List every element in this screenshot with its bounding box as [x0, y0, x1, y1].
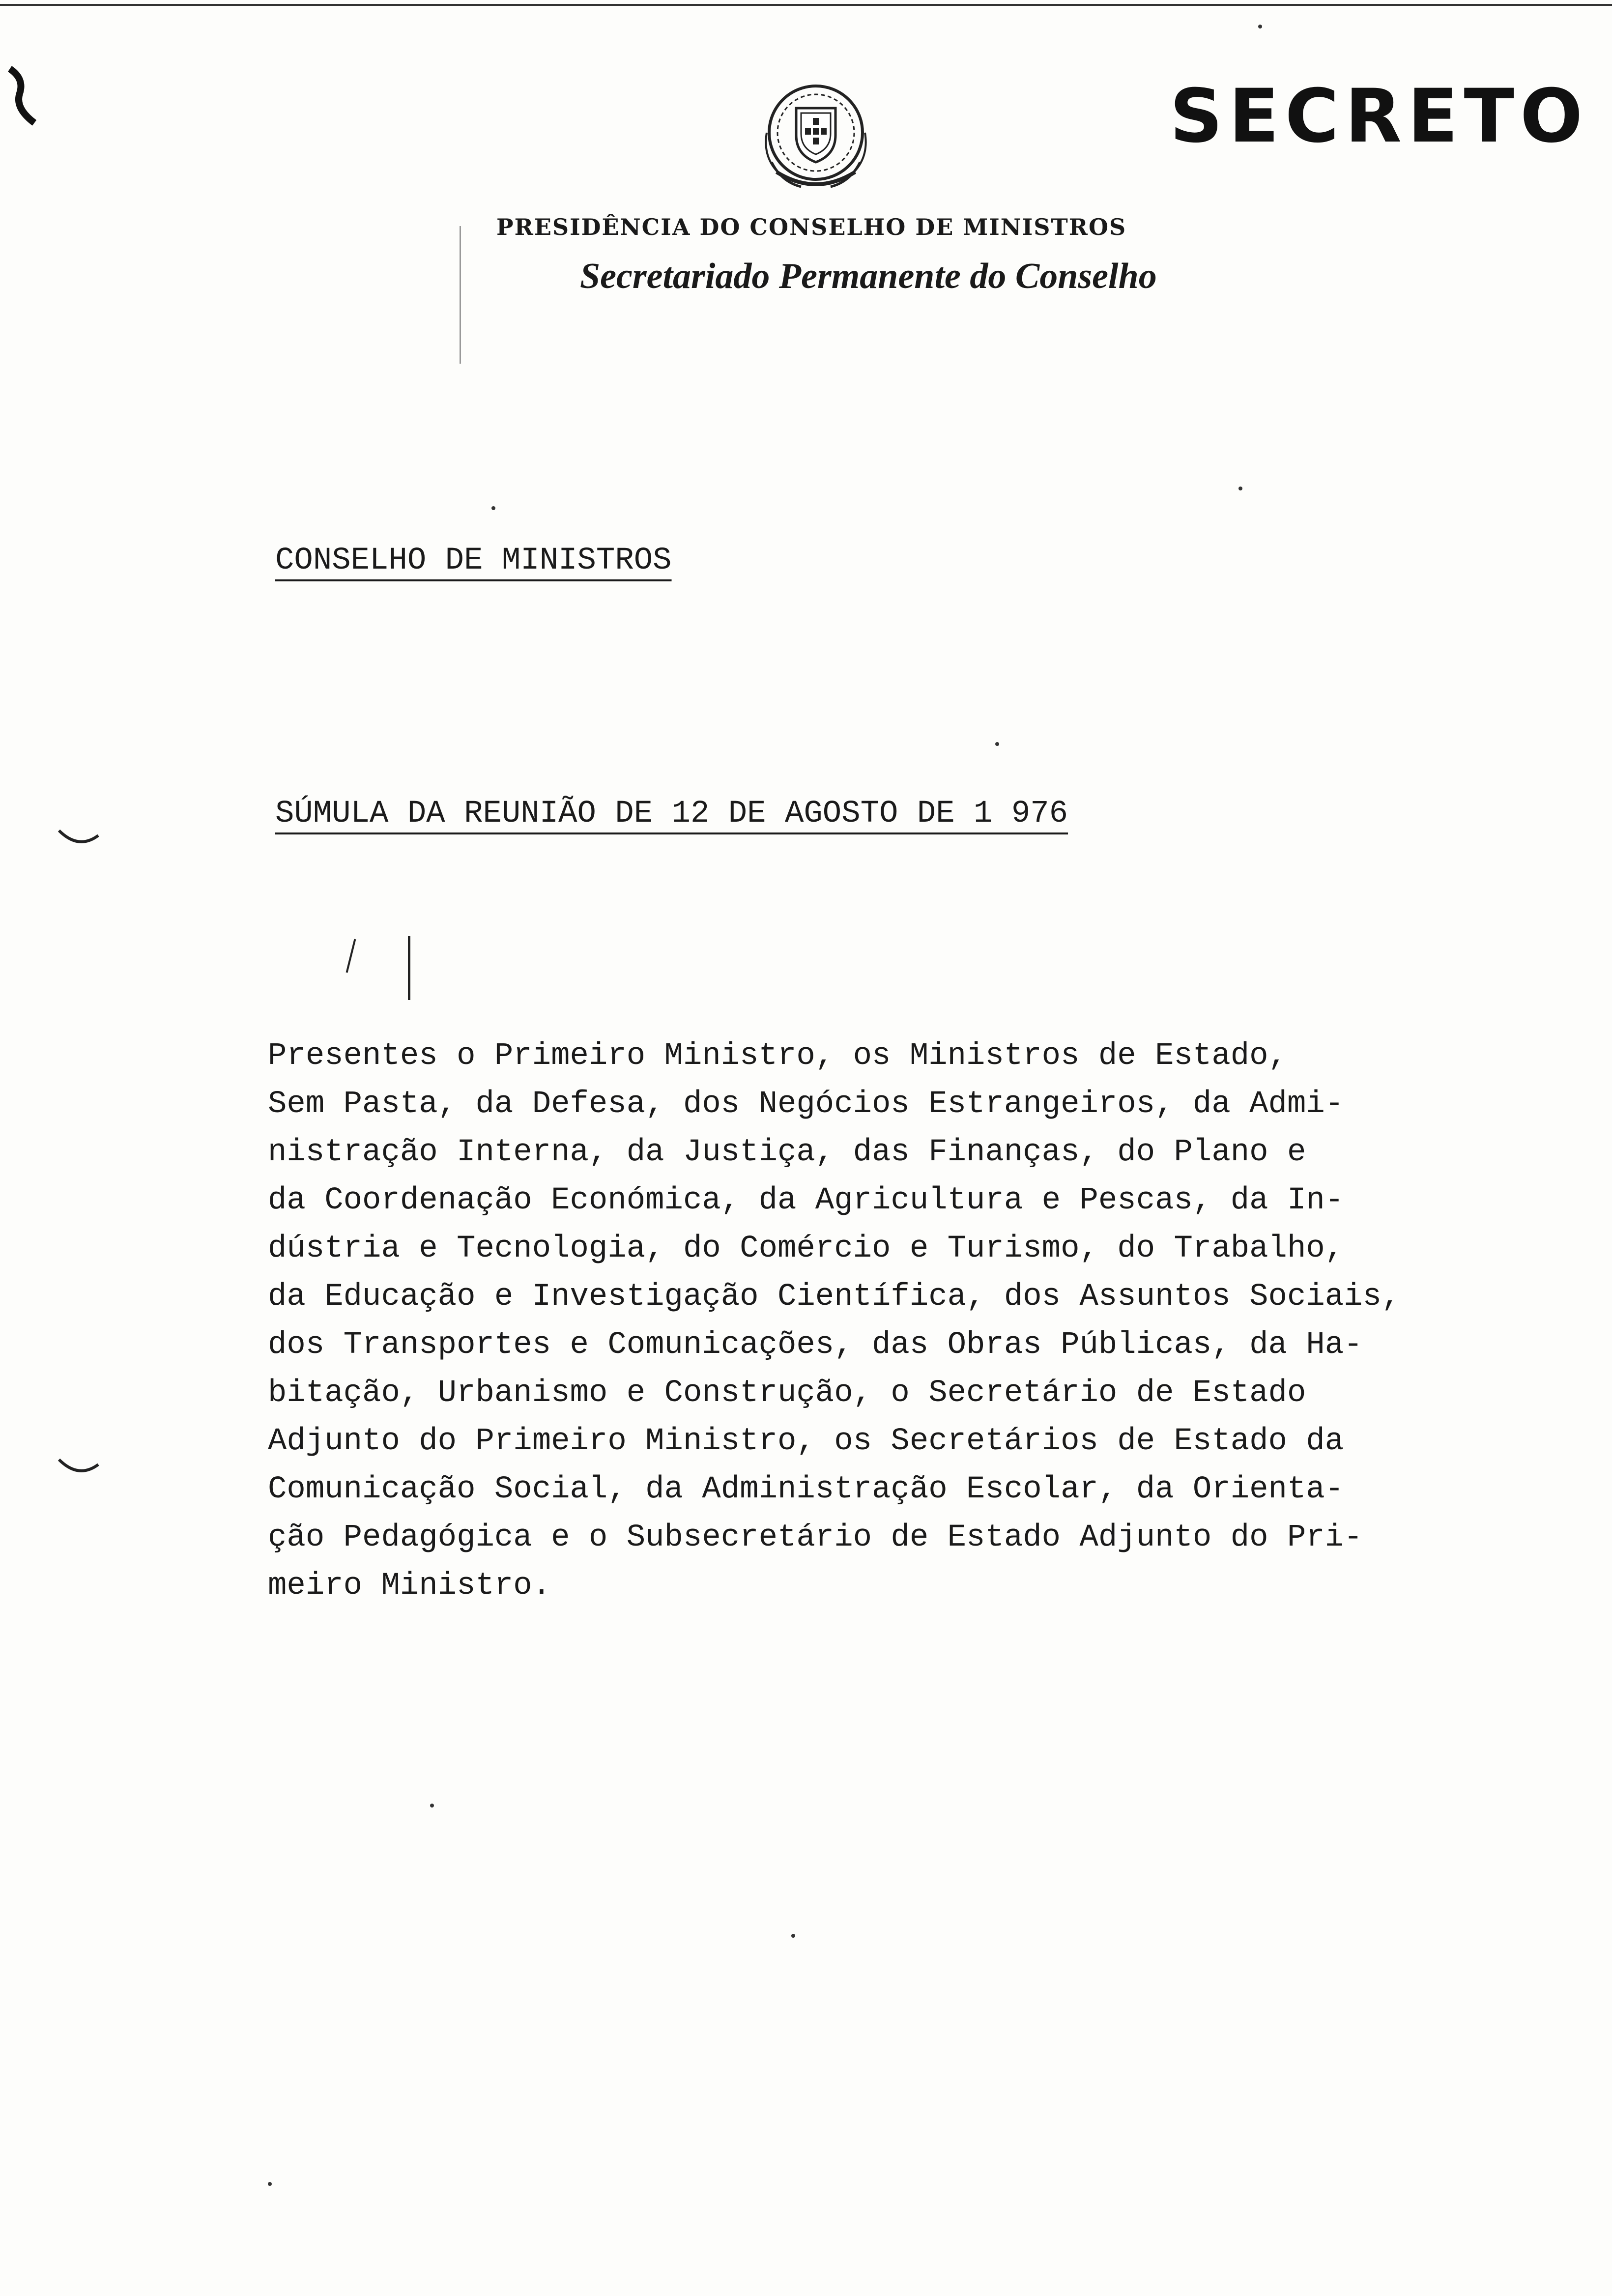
attendance-line: nistração Interna, da Justiça, das Finanças, do Plano e — [268, 1135, 1306, 1170]
attendance-line: ção Pedagógica e o Subsecretário de Estado Adjunto do Pri- — [268, 1520, 1363, 1555]
attendance-paragraph — [268, 1032, 1472, 1610]
council-heading: CONSELHO DE MINISTROS — [275, 543, 672, 578]
attendance-line: Comunicação Social, da Administração Escolar, da Orienta- — [268, 1472, 1344, 1507]
issuing-body-title: PRESIDÊNCIA DO CONSELHO DE MINISTROS — [496, 214, 1127, 240]
pen-mark — [408, 936, 410, 1000]
corner-ink-mark — [0, 59, 44, 128]
coat-of-arms-icon — [757, 79, 875, 201]
speck — [1238, 487, 1242, 490]
speck — [491, 506, 495, 510]
speck — [430, 1804, 434, 1808]
top-border-line — [0, 4, 1612, 6]
punch-hole-mark — [54, 826, 103, 855]
attendance-line: Sem Pasta, da Defesa, dos Negócios Estrangeiros, da Admi- — [268, 1087, 1344, 1122]
speck — [995, 742, 999, 746]
attendance-line: dos Transportes e Comunicações, das Obras Públicas, da Ha- — [268, 1327, 1363, 1363]
attendance-line: Adjunto do Primeiro Ministro, os Secretários de Estado da — [268, 1424, 1344, 1459]
secretariat-subtitle: Secretariado Permanente do Conselho — [580, 256, 1157, 296]
vertical-fold-line — [460, 226, 461, 364]
speck — [1258, 25, 1262, 29]
attendance-line: da Coordenação Económica, da Agricultura e Pescas, da In- — [268, 1183, 1344, 1218]
meeting-summary-title: SÚMULA DA REUNIÃO DE 12 DE AGOSTO DE 1 976 — [275, 796, 1068, 832]
punch-hole-mark — [54, 1455, 103, 1484]
attendance-line: dústria e Tecnologia, do Comércio e Turismo, do Trabalho, — [268, 1231, 1344, 1266]
speck — [268, 2182, 272, 2186]
attendance-line: Presentes o Primeiro Ministro, os Ministros de Estado, — [268, 1038, 1287, 1074]
attendance-line: meiro Ministro. — [268, 1568, 551, 1604]
pen-mark — [346, 939, 356, 973]
attendance-line: da Educação e Investigação Científica, dos Assuntos Sociais, — [268, 1279, 1401, 1315]
attendance-line: bitação, Urbanismo e Construção, o Secretário de Estado — [268, 1376, 1306, 1411]
speck — [791, 1934, 795, 1938]
classification-stamp: SECRETO — [1170, 74, 1589, 159]
